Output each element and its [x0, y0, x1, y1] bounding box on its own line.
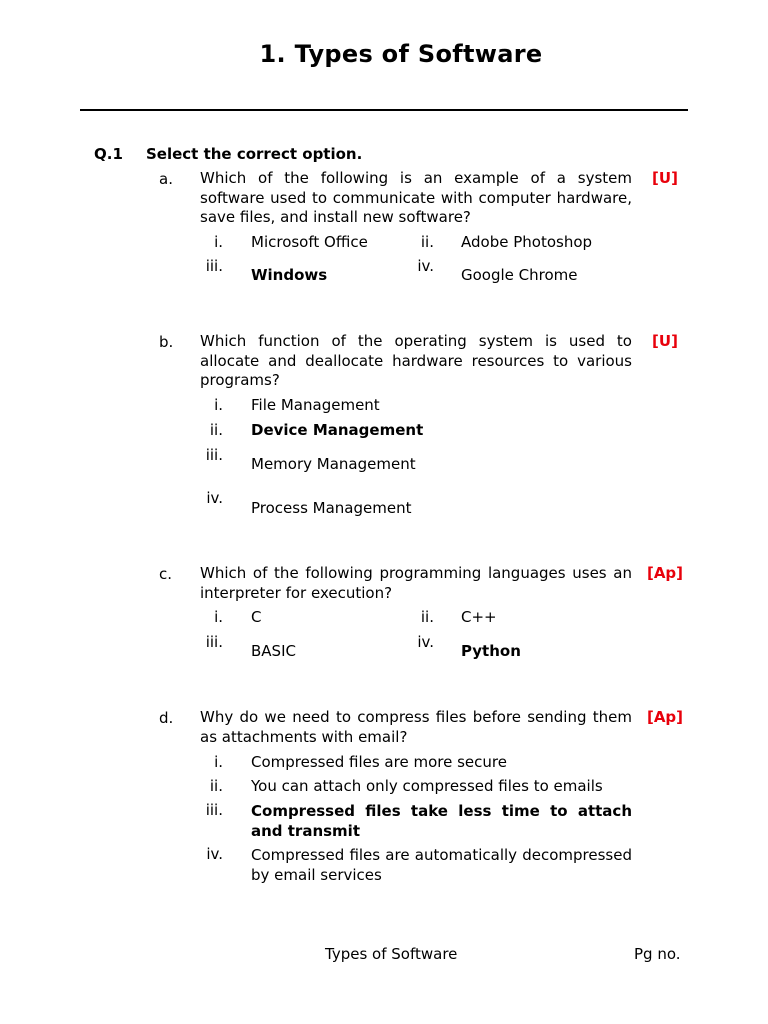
item-d-option-1: Compressed files are more secure: [251, 753, 507, 771]
item-c-tag: [Ap]: [646, 564, 684, 582]
item-b-question: Which function of the operating system is used to allocate and deallocate hardware resources to various programs?: [200, 332, 632, 389]
item-b-option-3-num: iii.: [205, 446, 223, 464]
item-d-option-2: You can attach only compressed files to emails: [251, 777, 603, 795]
item-d-option-2-num: ii.: [209, 777, 223, 795]
item-c-option-1: C: [251, 608, 262, 626]
item-d-option-4-num: iv.: [206, 845, 223, 863]
item-d-option-4: Compressed files are automatically decompressed by email services: [251, 846, 632, 884]
item-a-option-2-num: ii.: [420, 233, 434, 251]
item-letter-b: b.: [159, 333, 174, 351]
item-b-tag: [U]: [652, 332, 678, 350]
item-a-option-4-num: iv.: [417, 257, 434, 275]
item-c-option-2-num: ii.: [420, 608, 434, 626]
item-letter-a: a.: [159, 170, 173, 188]
item-d-option-3: Compressed files take less time to attach and transmit: [251, 802, 632, 840]
item-a-option-1-num: i.: [214, 233, 223, 251]
item-b-option-1: File Management: [251, 396, 380, 414]
item-c-option-3: BASIC: [251, 642, 296, 660]
item-c-question: Which of the following programming languages uses an interpreter for execution?: [200, 564, 632, 602]
item-d-option-1-num: i.: [214, 753, 223, 771]
item-a-option-2: Adobe Photoshop: [461, 233, 593, 251]
title-divider: [80, 109, 688, 111]
item-a-option-3-num: iii.: [205, 257, 223, 275]
item-b-option-3: Memory Management: [251, 455, 416, 473]
item-a-question: Which of the following is an example of a system software used to communicate with computer hardware, save files, and install new software?: [200, 169, 632, 226]
item-c-option-4: Python: [461, 642, 521, 660]
item-a-option-1: Microsoft Office: [251, 233, 368, 251]
footer-title: Types of Software: [325, 945, 458, 963]
item-d-question: Why do we need to compress files before sending them as attachments with email?: [200, 708, 632, 746]
item-b-option-2-num: ii.: [209, 421, 223, 439]
item-a-tag: [U]: [652, 169, 678, 187]
item-b-option-2: Device Management: [251, 421, 424, 439]
item-letter-c: c.: [159, 565, 173, 583]
item-d-tag: [Ap]: [646, 708, 684, 726]
item-c-option-2: C++: [461, 608, 497, 626]
item-b-option-4-num: iv.: [206, 489, 223, 507]
item-d-option-3-num: iii.: [205, 801, 223, 819]
question-number: Q.1: [94, 145, 123, 163]
item-c-option-1-num: i.: [214, 608, 223, 626]
page-title: 1. Types of Software: [259, 40, 543, 68]
footer-page-number: Pg no.: [634, 945, 681, 963]
item-c-option-3-num: iii.: [205, 633, 223, 651]
item-b-option-1-num: i.: [214, 396, 223, 414]
question-instruction: Select the correct option.: [146, 145, 363, 163]
item-b-option-4: Process Management: [251, 499, 412, 517]
item-c-option-4-num: iv.: [417, 633, 434, 651]
item-letter-d: d.: [159, 709, 174, 727]
item-a-option-3: Windows: [251, 266, 328, 284]
item-a-option-4: Google Chrome: [461, 266, 578, 284]
